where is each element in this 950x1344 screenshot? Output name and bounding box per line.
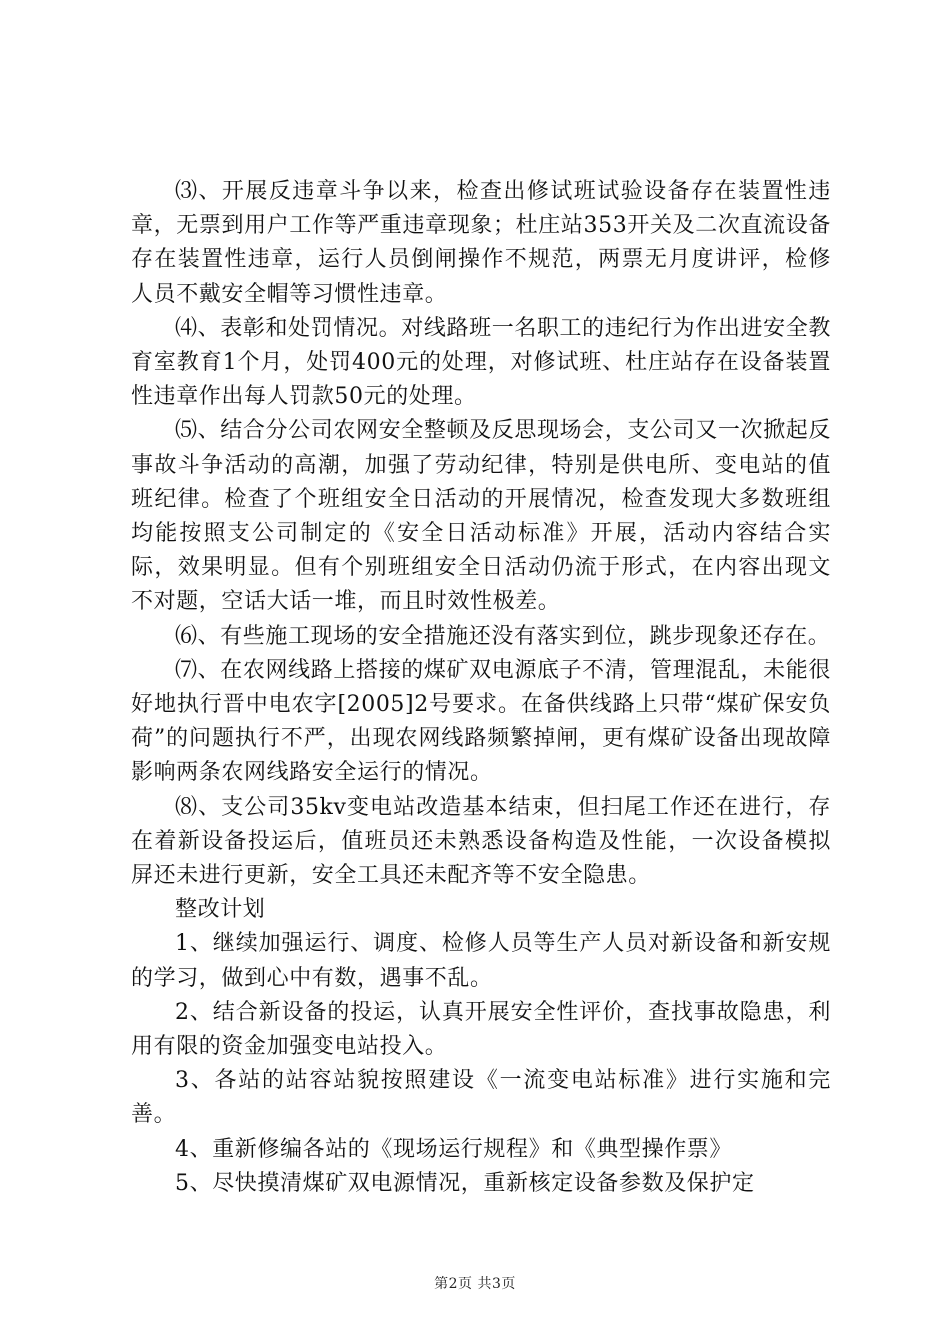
paragraph-item-5: ⑸、结合分公司农网安全整顿及反思现场会，支公司又一次掀起反事故斗争活动的高潮，加强了劳动纪律，特别是供电所、变电站的值班纪律。检查了个班组安全日活动的开展情况，检查发现大多数班组均能按照支公司制定的《安全日活动标准》开展，活动内容结合实际，效果明显。但有个别班组安全日活动仍流于形式，在内容出现文不对题，空话大话一堆，而且时效性极差。	[131, 418, 831, 615]
paragraph-item-6: ⑹、有些施工现场的安全措施还没有落实到位，跳步现象还存在。	[175, 623, 831, 649]
paragraph-item-7: ⑺、在农网线路上搭接的煤矿双电源底子不清，管理混乱，未能很好地执行晋中电农字[2005]2号要求。在备供线路上只带“煤矿保安负荷”的问题执行不严，出现农网线路频繁掉闸，更有煤矿设备出现故障影响两条农网线路安全运行的情况。	[131, 657, 831, 786]
document-body	[131, 175, 831, 1201]
paragraph-item-8: ⑻、支公司35kv变电站改造基本结束，但扫尾工作还在进行，存在着新设备投运后，值班员还未熟悉设备构造及性能，一次设备模拟屏还未进行更新，安全工具还未配齐等不安全隐患。	[131, 794, 831, 889]
plan-heading: 整改计划	[175, 897, 266, 923]
plan-item-1: 1、继续加强运行、调度、检修人员等生产人员对新设备和新安规的学习，做到心中有数，遇事不乱。	[131, 931, 831, 991]
paragraph-item-4: ⑷、表彰和处罚情况。对线路班一名职工的违纪行为作出进安全教育室教育1个月，处罚400元的处理，对修试班、杜庄站存在设备装置性违章作出每人罚款50元的处理。	[131, 315, 831, 410]
page-number-footer: 第2页 共3页	[434, 1276, 516, 1292]
paragraph-item-3: ⑶、开展反违章斗争以来，检查出修试班试验设备存在装置性违章，无票到用户工作等严重违章现象；杜庄站353开关及二次直流设备存在装置性违章，运行人员倒闸操作不规范，两票无月度讲评，检修人员不戴安全帽等习惯性违章。	[131, 179, 831, 307]
plan-item-5: 5、尽快摸清煤矿双电源情况，重新核定设备参数及保护定	[175, 1170, 755, 1196]
plan-item-4: 4、重新修编各站的《现场运行规程》和《典型操作票》	[175, 1136, 732, 1162]
plan-item-2: 2、结合新设备的投运，认真开展安全性评价，查找事故隐患，利用有限的资金加强变电站投入。	[131, 999, 831, 1060]
plan-item-3: 3、各站的站容站貌按照建设《一流变电站标准》进行实施和完善。	[131, 1068, 831, 1128]
